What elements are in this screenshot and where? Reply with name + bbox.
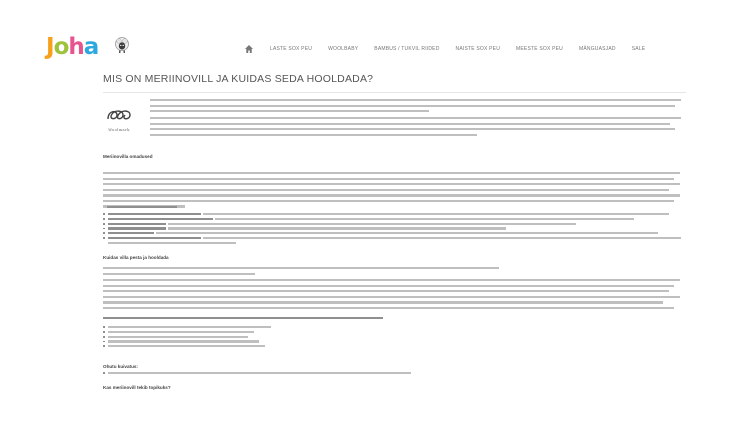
woolmark-icon — [104, 108, 134, 122]
list-item — [103, 232, 686, 234]
sheep-logo-icon — [114, 37, 130, 53]
section-heading-merino: Meriinovilla omadused — [103, 154, 153, 159]
title-divider — [103, 92, 686, 93]
care-paragraph-1 — [103, 267, 686, 278]
list-item — [103, 242, 686, 244]
nav-item-sale[interactable]: SALE — [631, 46, 646, 52]
dry-list — [103, 372, 686, 377]
nav-item-bambus[interactable]: BAMBUS / TUKVIL RIIDED — [374, 46, 440, 52]
woolmark-logo — [104, 108, 134, 132]
list-item — [103, 218, 686, 220]
list-item — [103, 326, 686, 328]
nav-item-naiste-sox-peu[interactable]: NAISTE SOX PEU — [455, 46, 501, 52]
intro-paragraph-1 — [150, 99, 686, 116]
care-warning — [103, 317, 686, 323]
list-item — [103, 227, 686, 229]
nav-item-laste-sox-peu[interactable]: LASTE SOX PEU — [270, 46, 313, 52]
main-nav — [244, 42, 661, 56]
merino-properties-list — [103, 213, 686, 246]
section-heading-dry: Ohutu kuivatus: — [103, 364, 138, 369]
nav-item-meeste-sox-peu[interactable]: MEESTE SOX PEU — [516, 46, 563, 52]
site-header — [0, 0, 754, 62]
section-heading-why: Kas meriinovill tekib topikuks? — [103, 385, 171, 390]
care-paragraph-2 — [103, 279, 686, 312]
home-icon[interactable] — [244, 44, 254, 54]
list-item — [103, 331, 686, 333]
list-item — [103, 213, 686, 215]
intro-paragraph-2 — [150, 117, 686, 139]
joha-logo[interactable]: Joha — [46, 34, 99, 60]
nav-item-manguasjad[interactable]: MÄNGUASJAD — [579, 46, 616, 52]
section-heading-care: Kuidas villa pesta ja hooldada — [103, 255, 169, 260]
page-title: MIS ON MERIINOVILL JA KUIDAS SEDA HOOLDADA? — [103, 73, 374, 85]
merino-subheading — [103, 206, 686, 212]
list-item — [103, 237, 686, 239]
care-tips-list — [103, 326, 686, 350]
list-item — [103, 336, 686, 338]
list-item — [103, 345, 686, 347]
woolmark-wordmark: Woolmark — [108, 128, 130, 132]
list-item — [103, 372, 686, 374]
list-item — [103, 223, 686, 225]
list-item — [103, 340, 686, 342]
nav-item-woolbaby[interactable]: WOOLBABY — [328, 46, 359, 52]
